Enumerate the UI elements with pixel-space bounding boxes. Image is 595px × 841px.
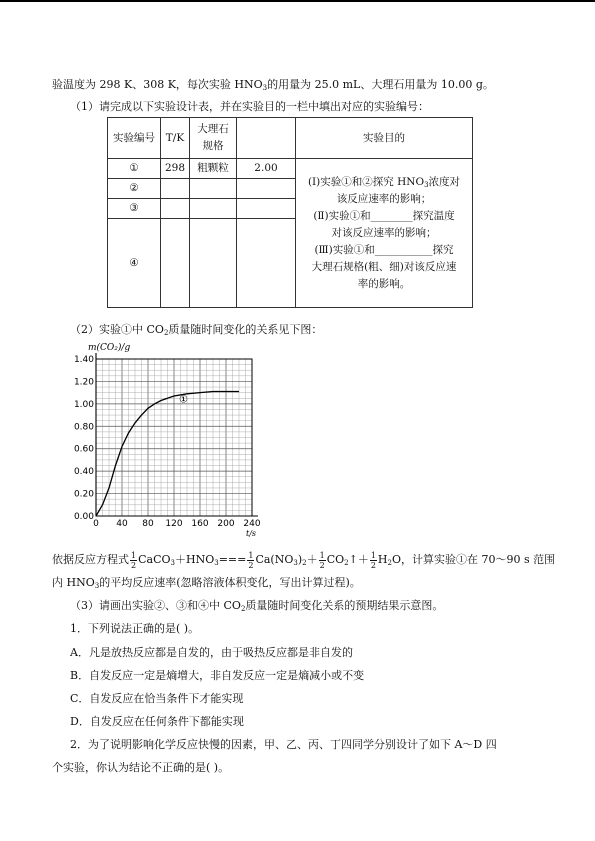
question-1: （1）请完成以下实验设计表，并在实验目的一栏中填出对应的实验编号： [70, 100, 429, 113]
question-3: （3）请画出实验②、③和④中 $CO_2$质量随时间变化关系的预期结果示意图。 [70, 599, 444, 613]
cell-exp-no: ② [108, 179, 161, 199]
chart-ylabel: m(CO₂)/g [88, 343, 131, 353]
x-tick-label: 200 [217, 519, 235, 529]
y-tick-label: 0.80 [73, 422, 94, 433]
chart-axes [96, 353, 258, 516]
cell-exp-no: ① [108, 159, 161, 179]
header-exp-no: 实验编号 [108, 118, 161, 159]
x-tick-label: 40 [116, 519, 128, 529]
question-2: （2）实验①中 $CO_2$质量随时间变化的关系见下图： [70, 323, 323, 337]
cell-value [237, 219, 296, 308]
y-tick-label: 0.60 [73, 444, 94, 455]
x-tick-label: 160 [191, 519, 209, 529]
cell-temp: 298 [161, 159, 190, 179]
fraction: $\frac{1}{2}$ [248, 550, 254, 570]
cell-value [237, 179, 296, 199]
chart-xlabel: t/s [246, 529, 257, 538]
fraction: $\frac{1}{2}$ [131, 550, 137, 570]
mcq1-option-d: D．自发反应在任何条件下都能实现 [70, 715, 244, 728]
cell-size [190, 219, 237, 308]
calculation-line: 依据反应方程式 $\frac{1}{2}$ $CaCO_3+HNO_3===$ $\frac{1}{2}$ $Ca(NO_3)_2+$ $\frac{1}{2}$ $CO_2↑+$ $\frac{1}{2}$ $H_2O$，计算实验①在 70～90 s 范围 [52, 550, 556, 570]
header-purpose: 实验目的 [296, 118, 473, 159]
fraction: $\frac{1}{2}$ [370, 550, 376, 570]
x-tick-label: 120 [165, 519, 183, 529]
cell-temp [161, 179, 190, 199]
top-rule [0, 0, 595, 2]
header-temp: T/K [161, 118, 190, 159]
y-tick-label: 0.00 [73, 512, 94, 522]
cell-temp [161, 199, 190, 219]
cell-size [190, 179, 237, 199]
y-tick-label: 0.40 [73, 467, 94, 478]
fraction: $\frac{1}{2}$ [319, 550, 325, 570]
cell-exp-no: ③ [108, 199, 161, 219]
experiment-design-table [107, 117, 473, 308]
chart-series-label: ① [179, 394, 188, 406]
cell-value: 2.00 [237, 159, 296, 179]
mcq2-stem-line1: 2．为了说明影响化学反应快慢的因素，甲、乙、丙、丁四同学分别设计了如下 A～D 四 [70, 738, 497, 751]
calculation-line-2: 内 $HNO_3$的平均反应速率(忽略溶液体积变化，写出计算过程)。 [52, 576, 361, 590]
y-tick-label: 1.20 [73, 377, 94, 388]
x-tick-label: 80 [142, 519, 154, 529]
cell-size [190, 199, 237, 219]
y-tick-label: 1.40 [73, 355, 94, 365]
cell-temp [161, 219, 190, 308]
cell-value [237, 199, 296, 219]
mcq2-stem-line2: 个实验，你认为结论不正确的是( )。 [52, 761, 230, 774]
intro-line: 验温度为 298 K、308 K，每次实验 $HNO_3$的用量为 25.0 mL、大理石用量为 10.00 g。 [52, 78, 494, 92]
co2-mass-chart [68, 338, 268, 538]
cell-purpose: (Ⅰ)实验①和②探究 $HNO_3$浓度对 该反应速率的影响； (Ⅱ)实验①和________探究温度 对该反应速率的影响； (Ⅲ)实验①和___________探究 大理石规格(粗、细)对该反应速 率的影响。 [296, 159, 473, 308]
y-tick-label: 1.00 [73, 399, 94, 410]
x-tick-label: 240 [243, 519, 261, 529]
mcq1-option-a: A．凡是放热反应都是自发的，由于吸热反应都是非自发的 [70, 646, 353, 659]
table-header-row [108, 118, 473, 159]
mcq1-option-c: C．自发反应在恰当条件下才能实现 [70, 692, 244, 705]
y-tick-label: 0.20 [73, 489, 94, 500]
header-blank [237, 118, 296, 159]
table-row [108, 159, 473, 179]
chart-grid [96, 359, 252, 516]
mcq1-option-b: B．自发反应一定是熵增大，非自发反应一定是熵减小或不变 [70, 669, 365, 682]
mcq1-stem: 1．下列说法正确的是( )。 [70, 622, 200, 635]
header-marble-size: 大理石规格 [190, 118, 237, 159]
cell-exp-no: ④ [108, 219, 161, 308]
x-tick-label: 0 [93, 519, 99, 529]
cell-size: 粗颗粒 [190, 159, 237, 179]
